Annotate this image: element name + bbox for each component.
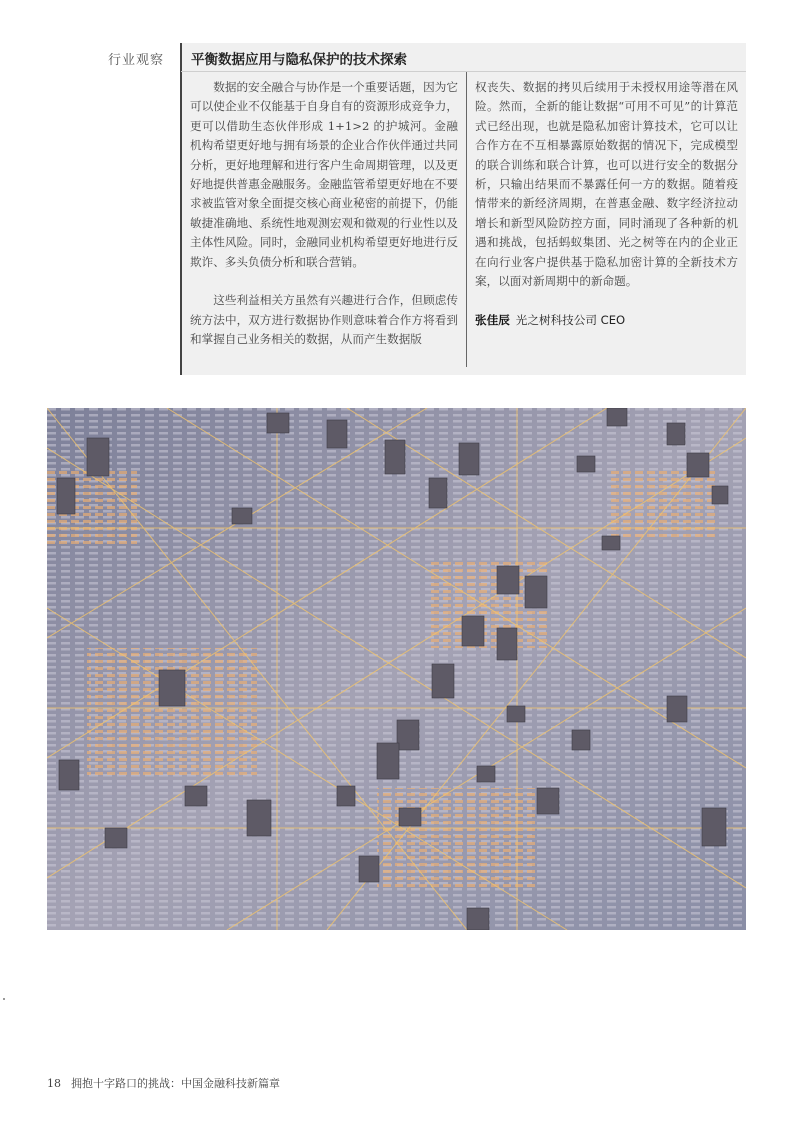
right-column xyxy=(475,78,738,330)
paragraph: 这些利益相关方虽然有兴趣进行合作，但顾虑传统方法中，双方进行数据协作则意味着合作方将看到和掌握自己业务相关的数据，从而产生数据版 xyxy=(190,293,458,347)
section-label: 行业观察 xyxy=(108,53,165,68)
paragraph: 权丧失、数据的拷贝后续用于未授权用途等潜在风险。然而，全新的能让数据“可用不可见”的计算范式已经出现，也就是隐私加密计算技术，它可以让合作方在不互相暴露原始数据的情况下，完成模型的联合训练和联合计算，也可以进行安全的数据分析，只输出结果而不暴露任何一方的数据。随着疫情带来的新经济周期，在普惠金融、数字经济拉动增长和新型风险防控方面，同时涌现了各种新的机遇和挑战，包括蚂蚁集团、光之树等在内的企业正在向行业客户提供基于隐私加密计算的全新技术方案，以面对新周期中的新命题。 xyxy=(475,80,738,289)
author-byline xyxy=(475,311,738,330)
paragraph: 数据的安全融合与协作是一个重要话题，因为它可以使企业不仅能基于自身自有的资源形成竞争力，更可以借助生态伙伴形成 1+1>2 的护城河。金融机构希望更好地与拥有场景的企业合作伙伴通过共同分析，更好地理解和进行客户生命周期管理，以及更好地提供普惠金融服务。金融监管希望更好地在不要求被监管对象全面提交核心商业秘密的前提下，仍能敏捷准确地、系统性地观测宏观和微观的行业性以及主体性风险。同时，金融同业机构希望更好地进行反欺诈、多头负债分析和联合营销。 xyxy=(190,80,458,269)
publication-title: 拥抱十字路口的挑战：中国金融科技新篇章 xyxy=(71,1077,280,1090)
author-name: 张佳辰 xyxy=(475,312,510,327)
page-mark xyxy=(3,998,5,1000)
article-title: 平衡数据应用与隐私保护的技术探索 xyxy=(191,52,407,68)
illustration-svg xyxy=(47,408,746,930)
section-divider xyxy=(180,43,182,375)
author-title: 光之树科技公司 CEO xyxy=(515,312,626,327)
page-footer xyxy=(47,1075,280,1091)
city-grid-illustration xyxy=(47,408,746,930)
title-underline xyxy=(181,71,746,72)
page-number: 18 xyxy=(47,1077,61,1090)
column-divider xyxy=(466,72,467,367)
left-column xyxy=(190,78,458,369)
